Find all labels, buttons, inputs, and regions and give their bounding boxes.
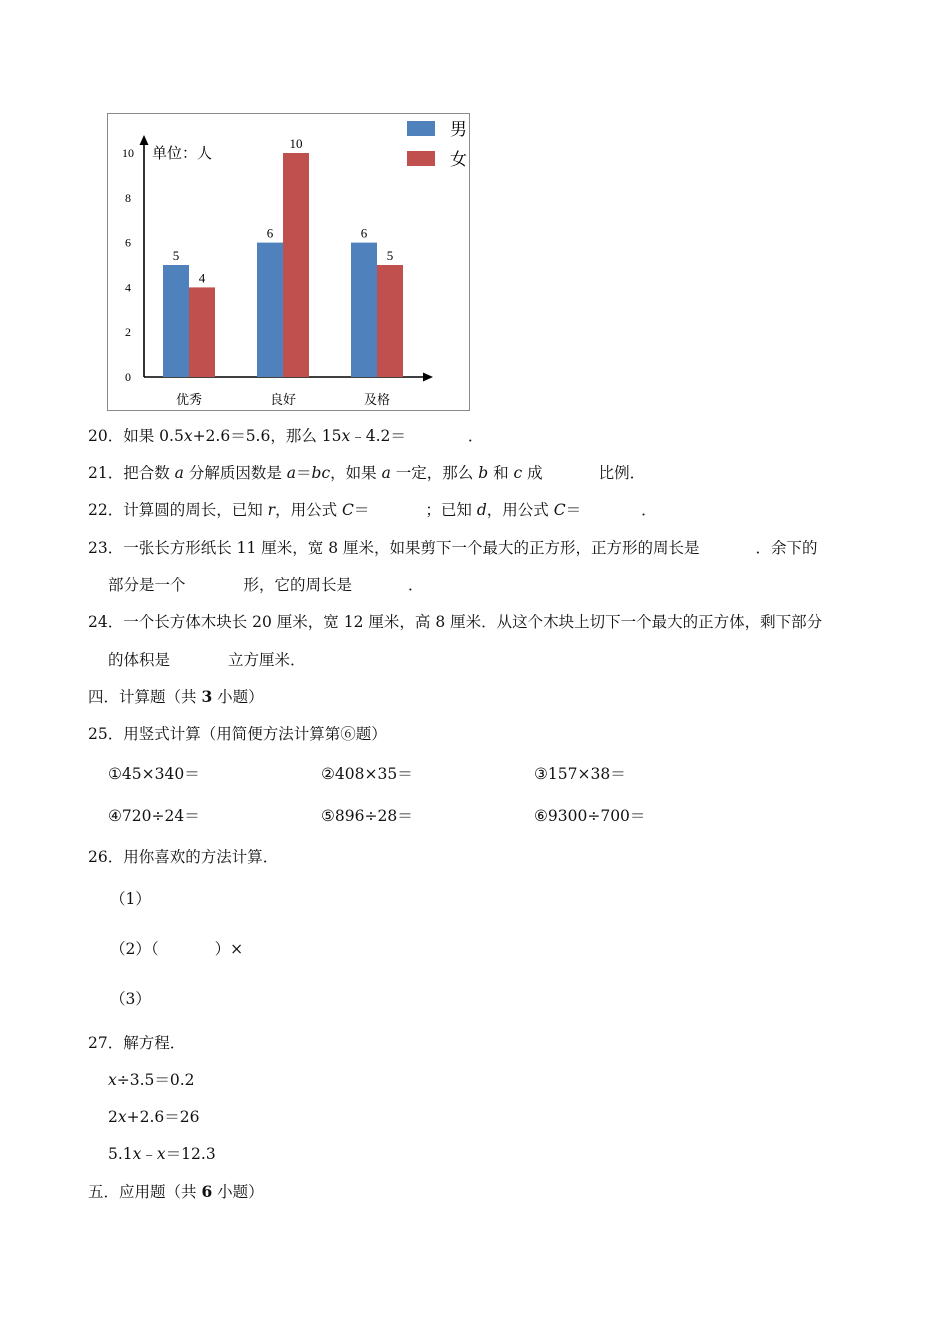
question-25: 25．用竖式计算（用简便方法计算第⑥题） [88,725,387,743]
question-20: 20．如果 0.5x+2.6＝5.6，那么 15x﹣4.2＝ ． [88,427,484,445]
calc-item: ③157×38＝ [534,765,626,783]
data-label: 6 [360,225,368,241]
y-tick-label: 2 [125,325,131,340]
data-label: 10 [289,136,303,151]
question-number: 27． [88,1034,124,1052]
y-tick-label: 4 [125,280,131,295]
question-21: 21．把合数 a 分解质因数是 a＝bc，如果 a 一定，那么 b 和 c 成 比例． [88,464,646,482]
equation-1: x÷3.5＝0.2 [108,1071,195,1089]
x-tick-label: 优秀 [175,393,203,408]
bar [283,153,309,377]
x-tick-label: 良好 [269,393,297,408]
question-26: 26．用你喜欢的方法计算． [88,848,279,866]
bar [351,243,377,377]
y-axis-arrow [140,135,149,145]
question-23: 23．一张长方形纸长 11 厘米，宽 8 厘米，如果剪下一个最大的正方形，正方形的周长是 ．余下的 [88,539,818,557]
section-4-heading: 四．计算题（共 3 小题） [88,687,264,706]
question-number: 21． [88,464,124,482]
question-24: 24．一个长方体木块长 20 厘米，宽 12 厘米，高 8 厘米．从这个木块上切下一个最大的正方体，剩下部分 [88,613,823,631]
y-tick-label: 0 [125,370,131,384]
data-label: 5 [386,248,394,263]
calc-item: ①45×340＝ [108,765,200,783]
bar-chart [107,113,470,411]
calc-item: ②408×35＝ [321,765,413,783]
bar [257,243,283,377]
legend-label: 女 [450,150,467,170]
legend-swatch [407,121,435,136]
question-number: 22． [88,501,124,519]
sub-question-3: （3） [110,990,151,1008]
legend-label: 男 [450,120,467,140]
chart-svg [108,114,469,410]
data-label: 6 [266,225,274,241]
bar [189,287,215,377]
question-number: 20． [88,427,124,445]
question-24-line-2: 的体积是 立方厘米． [108,651,306,669]
legend-swatch [407,151,435,166]
question-27: 27．解方程． [88,1034,186,1052]
question-number: 23． [88,539,124,557]
question-23-line-2: 部分是一个 形，它的周长是 ． [108,576,424,594]
equation-3: 5.1x﹣x＝12.3 [108,1145,216,1163]
bar [163,265,189,377]
y-tick-label: 8 [125,190,131,205]
calc-item: ⑤896÷28＝ [321,807,413,825]
question-number: 24． [88,613,124,631]
y-tick-label: 10 [122,146,134,160]
question-number: 25． [88,725,124,743]
bar [377,265,403,377]
x-tick-label: 及格 [363,393,391,408]
data-label: 5 [172,248,180,263]
question-22: 22．计算圆的周长，已知 r，用公式 C＝ ；已知 d，用公式 C＝ ． [88,501,657,519]
calc-item: ⑥9300÷700＝ [534,807,646,825]
sub-question-2: （2）（ ）× [110,940,244,958]
question-number: 26． [88,848,124,866]
unit-label: 单位：人 [152,144,213,162]
section-5-heading: 五．应用题（共 6 小题） [88,1182,264,1201]
data-label: 4 [198,270,206,286]
calc-item: ④720÷24＝ [108,807,200,825]
y-tick-label: 6 [125,235,131,250]
equation-2: 2x+2.6＝26 [108,1108,200,1126]
sub-question-1: （1） [110,890,151,908]
x-axis-arrow [423,373,433,382]
